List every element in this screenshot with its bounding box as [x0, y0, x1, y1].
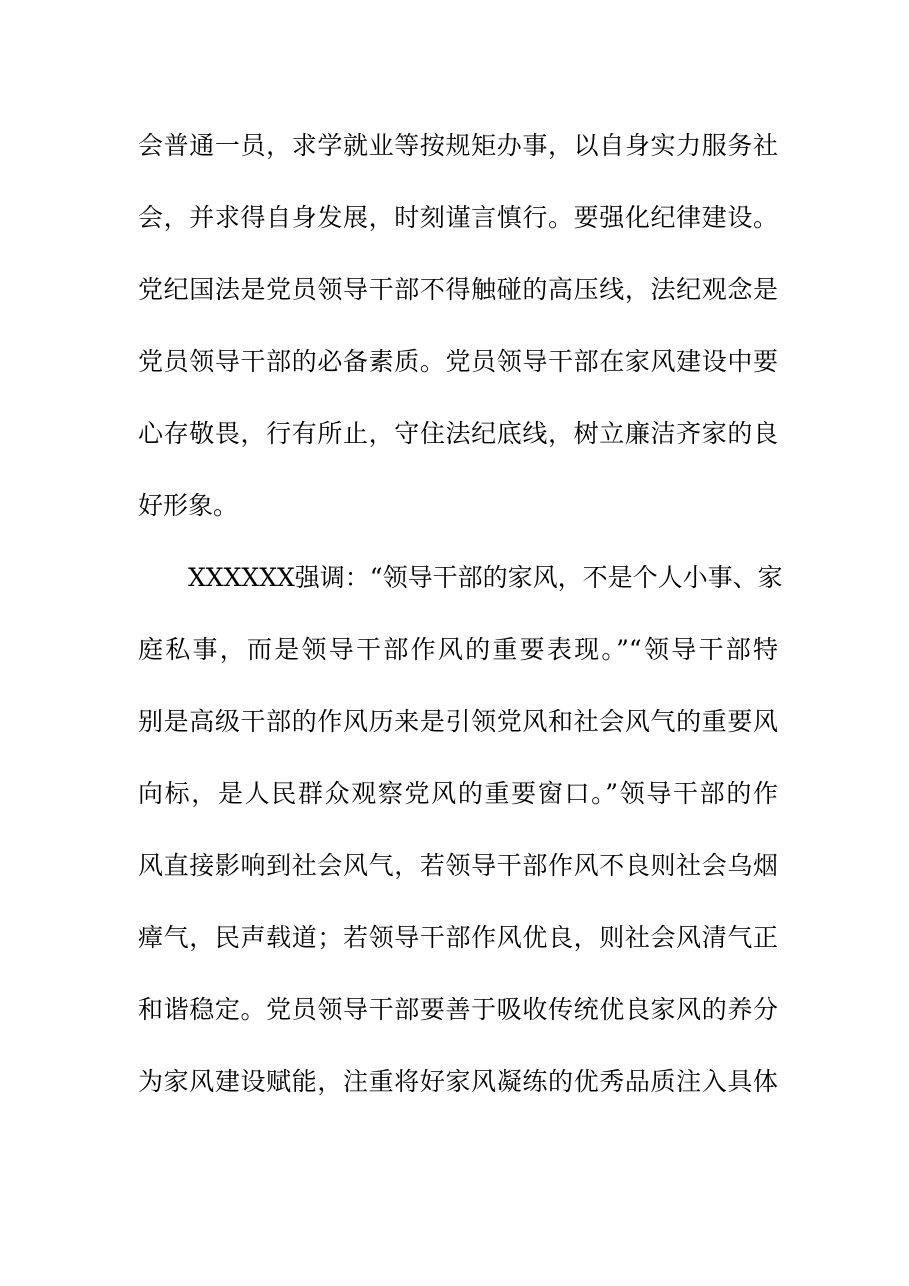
paragraph-1 [138, 110, 778, 542]
paragraph-2 [138, 542, 783, 1118]
paragraph-line: XXXXXX强调：“领导干部的家风，不是个人小事、家 [188, 563, 783, 592]
paragraph-line: 党纪国法是党员领导干部不得触碰的高压线，法纪观念是 [138, 275, 778, 304]
paragraph-line: 和谐稳定。党员领导干部要善于吸收传统优良家风的养分 [138, 995, 778, 1024]
paragraph-line: 会普通一员，求学就业等按规矩办事，以自身实力服务社 [138, 131, 778, 160]
paragraph-line: 庭私事，而是领导干部作风的重要表现。”“领导干部特 [138, 635, 778, 664]
paragraph-line: 为家风建设赋能，注重将好家风凝练的优秀品质注入具体 [138, 1067, 778, 1096]
paragraph-line: 风直接影响到社会风气，若领导干部作风不良则社会乌烟 [138, 851, 778, 880]
paragraph-line: 别是高级干部的作风历来是引领党风和社会风气的重要风 [138, 707, 778, 736]
paragraph-line: 瘴气，民声载道；若领导干部作风优良，则社会风清气正 [138, 923, 778, 952]
paragraph-line: 会，并求得自身发展，时刻谨言慎行。要强化纪律建设。 [138, 203, 778, 232]
paragraph-line: 向标，是人民群众观察党风的重要窗口。”领导干部的作 [138, 779, 778, 808]
paragraph-line: 心存敬畏，行有所止，守住法纪底线，树立廉洁齐家的良 [138, 419, 778, 448]
paragraph-line: 好形象。 [138, 491, 239, 520]
paragraph-line: 党员领导干部的必备素质。党员领导干部在家风建设中要 [138, 347, 778, 376]
